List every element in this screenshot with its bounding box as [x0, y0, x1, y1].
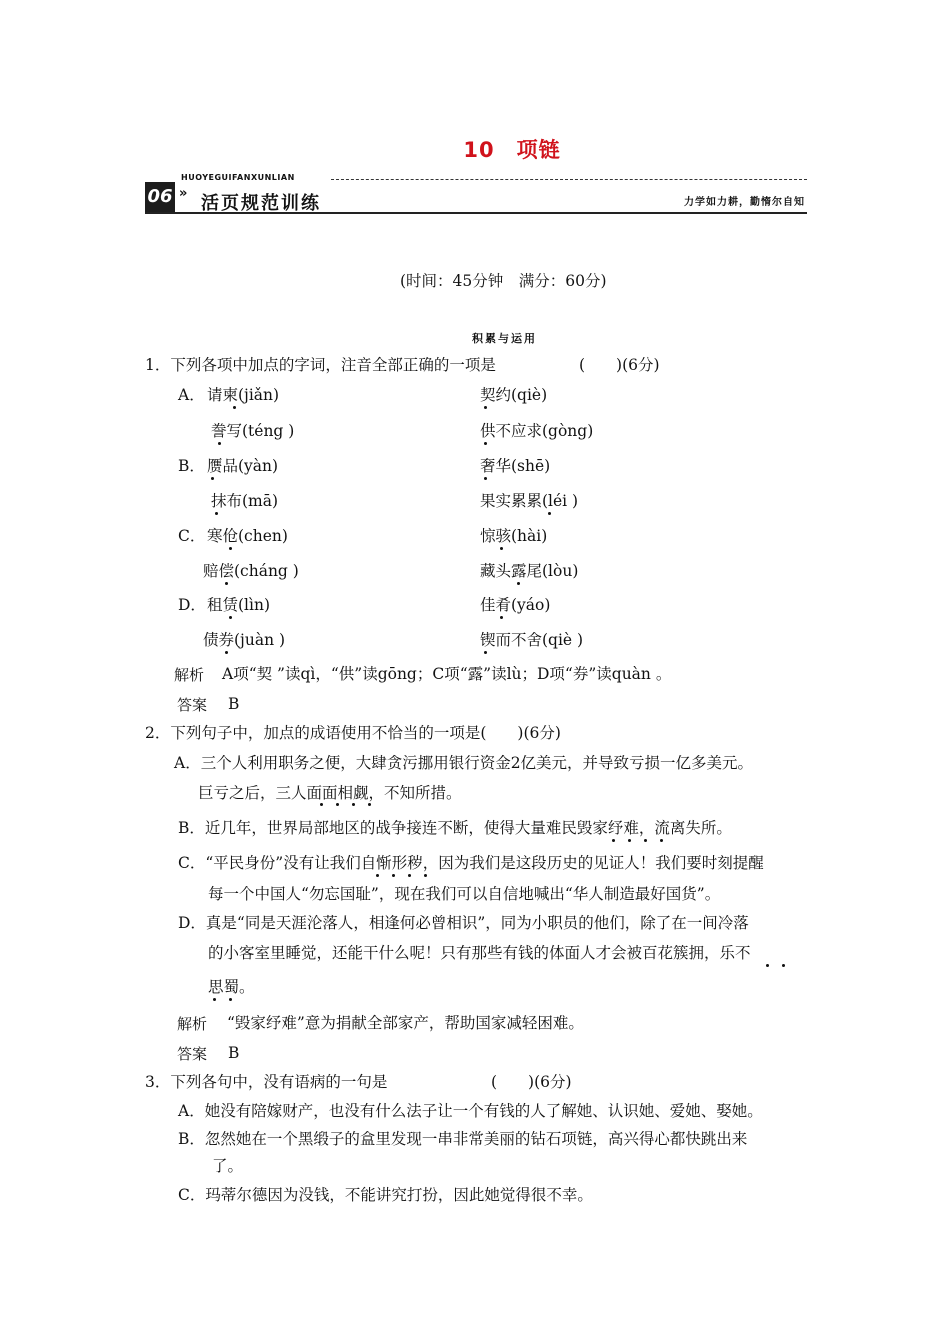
q1-option-c-label: C． [178, 527, 206, 545]
q1-option-c-left2: 赔偿(cháng ) [203, 562, 299, 580]
emphasis-dot [368, 803, 371, 806]
q2-answer-label: 答案 [177, 1045, 208, 1063]
q1-option-d-left1: 租赁(lìn) [207, 596, 270, 614]
q1-option-b-right1: 奢华(shē) [480, 457, 551, 475]
emphasis-dot [215, 512, 218, 515]
q2-option-d-line1: D．真是“同是天涯沦落人，相逢何必曾相识”，同为小职员的他们，除了在一间冷落 [178, 914, 749, 932]
q1-option-a-right1: 契约(qiè) [480, 386, 548, 404]
emphasis-dot [500, 616, 503, 619]
emphasis-dot [229, 998, 232, 1001]
q3-score: ( )(6分) [491, 1073, 572, 1091]
q1-option-b-left1: 赝品(yàn) [207, 457, 279, 475]
emphasis-dot [500, 547, 503, 550]
emphasis-dot [213, 998, 216, 1001]
emphasis-dot [660, 839, 663, 842]
q1-answer: B [228, 695, 240, 713]
banner-dashed-line [331, 179, 807, 180]
emphasis-dot [336, 803, 339, 806]
emphasis-dot [218, 442, 221, 445]
q1-option-a-left2: 誊写(téng ) [211, 422, 295, 440]
q1-option-d-left2: 债券(juàn ) [203, 631, 286, 649]
emphasis-dot [408, 874, 411, 877]
q1-option-b-label: B． [178, 457, 205, 475]
q2-option-a-line2: 巨亏之后，三人面面相觑，不知所措。 [198, 784, 462, 802]
section-banner [145, 173, 807, 214]
banner-title: 活页规范训练 [201, 193, 321, 214]
emphasis-dot [484, 442, 487, 445]
q1-analysis: A项“契 ”读qì，“供”读gōng；C项“露”读lù；D项“券”读quàn 。 [222, 665, 672, 683]
emphasis-dot [229, 616, 232, 619]
emphasis-dot [211, 477, 214, 480]
q1-option-c-right2: 藏头露尾(lòu) [480, 562, 579, 580]
banner-rule [145, 212, 807, 214]
emphasis-dot [484, 477, 487, 480]
emphasis-dot [517, 582, 520, 585]
chevron-icon: » [179, 186, 188, 201]
q1-option-d-right2: 锲而不舍(qiè ) [480, 631, 584, 649]
page-title: 10 项链 [463, 138, 561, 162]
q1-option-a-right2: 供不应求(gòng) [480, 422, 594, 440]
q1-option-c-left1: 寒伧(chen) [207, 527, 288, 545]
q1-stem: 1．下列各项中加点的字词，注音全部正确的一项是 [145, 356, 496, 374]
q1-option-a-left1: 请柬(jiǎn) [207, 386, 280, 404]
emphasis-dot [644, 839, 647, 842]
q1-score: ( )(6分) [579, 356, 660, 374]
emphasis-dot [233, 406, 236, 409]
time-info: (时间：45分钟 满分：60分) [400, 272, 607, 290]
q3-option-b-line2: 了。 [212, 1157, 244, 1175]
q2-analysis-label: 解析 [177, 1015, 208, 1033]
q3-option-b-line1: B．忽然她在一个黑缎子的盒里发现一串非常美丽的钻石项链，高兴得心都快跳出来 [178, 1130, 748, 1148]
q2-answer: B [228, 1044, 240, 1062]
emphasis-dot [484, 651, 487, 654]
banner-motto: 力学如力耕，勤惰尔自知 [684, 197, 805, 208]
q2-option-d-line3: 思蜀。 [208, 978, 255, 996]
q2-option-b: B．近几年，世界局部地区的战争接连不断，使得大量难民毁家纾难，流离失所。 [178, 819, 732, 837]
q1-analysis-label: 解析 [174, 666, 205, 684]
emphasis-dot [628, 839, 631, 842]
emphasis-dot [612, 839, 615, 842]
section-heading: 积累与运用 [472, 332, 537, 345]
q3-option-c: C．玛蒂尔德因为没钱，不能讲究打扮，因此她觉得很不幸。 [178, 1186, 593, 1204]
q1-answer-label: 答案 [177, 696, 208, 714]
emphasis-dot [320, 803, 323, 806]
emphasis-dot [484, 406, 487, 409]
emphasis-dot [225, 651, 228, 654]
emphasis-dot [225, 582, 228, 585]
banner-pinyin: HUOYEGUIFANXUNLIAN [181, 173, 295, 182]
banner-badge: 06 [145, 182, 175, 212]
emphasis-dot [392, 874, 395, 877]
emphasis-dot [782, 964, 785, 967]
q2-option-a-line1: A．三个人利用职务之便，大肆贪污挪用银行资金2亿美元，并导致亏损一亿多美元。 [174, 754, 754, 772]
q1-option-d-label: D． [178, 596, 206, 614]
q2-option-c-line1: C．“平民身份”没有让我们自惭形秽，因为我们是这段历史的见证人！我们要时刻提醒 [178, 854, 764, 872]
q3-option-a: A．她没有陪嫁财产，也没有什么法子让一个有钱的人了解她、认识她、爱她、娶她。 [178, 1102, 763, 1120]
q1-option-b-left2: 抹布(mā) [211, 492, 279, 510]
q3-stem: 3．下列各句中，没有语病的一句是 [145, 1073, 388, 1091]
q1-option-b-right2: 果实累累(léi ) [480, 492, 579, 510]
emphasis-dot [548, 512, 551, 515]
emphasis-dot [352, 803, 355, 806]
emphasis-dot [229, 547, 232, 550]
q2-stem: 2．下列句子中，加点的成语使用不恰当的一项是( )(6分) [145, 724, 561, 742]
q1-option-c-right1: 惊骇(hài) [480, 527, 548, 545]
emphasis-dot [766, 964, 769, 967]
q2-option-c-line2: 每一个中国人“勿忘国耻”，现在我们可以自信地喊出“华人制造最好国货”。 [208, 885, 721, 903]
q1-option-d-right1: 佳肴(yáo) [480, 596, 551, 614]
q2-analysis: “毁家纾难”意为捐献全部家产，帮助国家减轻困难。 [227, 1014, 584, 1032]
emphasis-dot [376, 874, 379, 877]
q1-option-a-label: A． [178, 386, 205, 404]
q2-option-d-line2: 的小客室里睡觉，还能干什么呢！只有那些有钱的体面人才会被百花簇拥，乐不 [208, 944, 751, 962]
emphasis-dot [424, 874, 427, 877]
